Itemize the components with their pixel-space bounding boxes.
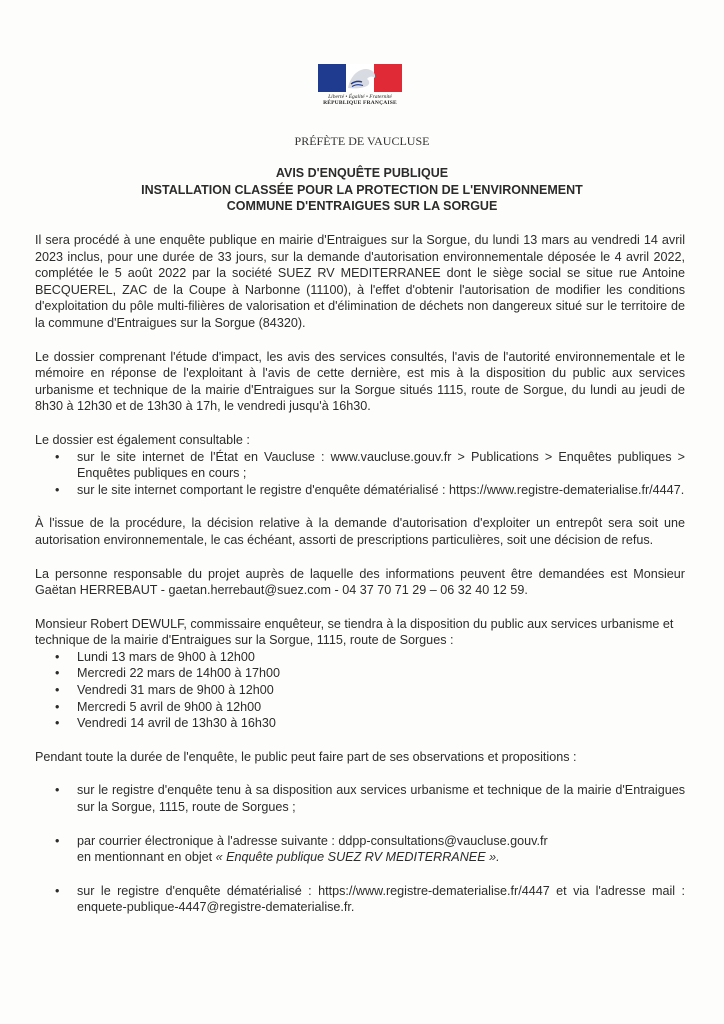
list-item: • Mercredi 22 mars de 14h00 à 17h00 [35, 665, 685, 682]
intro-paragraph: Il sera procédé à une enquête publique en mairie d'Entraigues sur la Sorgue, du lundi 13 mars au vendredi 14 avril 2023 inclus, pour une durée de 33 jours, sur la demande d'autorisation environnementale déposée le 4 avril 2022, complétée le 5 août 2022 par la société SUEZ RV MEDITERRANEE dont le siège social se situe rue Antoine BECQUEREL, ZAC de la Coupe à Narbonne (11100), à l'effet d'obtenir l'autorisation de modifier les conditions d'exploitation du pôle multi-filières de valorisation et d'élimination de déchets non dangereux situé sur le territoire de la commune d'Entraigues sur la Sorgue (84320). [35, 233, 685, 330]
email-line: par courrier électronique à l'adresse suivante : ddpp-consultations@vaucluse.gouv.fr [77, 833, 548, 848]
title-line-2: INSTALLATION CLASSÉE POUR LA PROTECTION DE L'ENVIRONNEMENT [141, 182, 583, 197]
list-item: • sur le site internet comportant le registre d'enquête dématérialisé : https://www.registre-dematerialise.fr/4447. [35, 482, 685, 499]
responsible-paragraph: La personne responsable du projet auprès de laquelle des informations peuvent être demandées est Monsieur Gaëtan HERREBAUT - gaetan.herrebaut@suez.com - 04 37 70 71 29 – 06 32 40 12 59. [35, 566, 685, 598]
decision-paragraph: À l'issue de la procédure, la décision relative à la demande d'autorisation d'exploiter un entrepôt sera soit une autorisation environnementale, le cas échéant, assorti de prescriptions particulières, soit une décision de refus. [35, 516, 685, 547]
observations-intro: Pendant toute la durée de l'enquête, le public peut faire part de ses observations et propositions : [35, 749, 577, 764]
list-item: • Vendredi 14 avril de 13h30 à 16h30 [35, 715, 685, 732]
list-item-registry: • sur le registre d'enquête tenu à sa disposition aux services urbanisme et technique de la mairie d'Entraigues sur la Sorgue, 1115, route de Sorgues ; [35, 782, 685, 815]
marianne-logo-icon [318, 64, 402, 92]
consultation-list [35, 449, 685, 499]
notice-body [35, 232, 685, 916]
list-item: • sur le site internet de l'État en Vaucluse : www.vaucluse.gouv.fr > Publications > Enquêtes publiques > Enquêtes publiques en cours ; [35, 449, 685, 482]
email-subject: « Enquête publique SUEZ RV MEDITERRANEE ». [215, 850, 500, 865]
consultation-intro: Le dossier est également consultable : [35, 432, 250, 447]
list-item-email [35, 833, 685, 866]
email-subject-prefix: en mentionnant en objet [77, 850, 213, 865]
commissioner-paragraph: Monsieur Robert DEWULF, commissaire enquêteur, se tiendra à la disposition du public aux services urbanisme et technique de la mairie d'Entraigues sur la Sorgue, 1115, route de Sorgues : [35, 616, 674, 648]
issuing-authority: PRÉFÈTE DE VAUCLUSE [294, 134, 430, 148]
title-line-3: COMMUNE D'ENTRAIGUES SUR LA SORGUE [226, 199, 498, 213]
logo-motto: Liberté • Égalité • Fraternité [328, 94, 392, 100]
list-item: • Vendredi 31 mars de 9h00 à 12h00 [35, 682, 685, 699]
republique-francaise-logo [318, 64, 402, 106]
list-item: • Lundi 13 mars de 9h00 à 12h00 [35, 649, 685, 666]
permanences-list [35, 649, 685, 732]
observations-list [35, 782, 685, 916]
list-item-online-registry: • sur le registre d'enquête dématérialisé : https://www.registre-dematerialise.fr/4447 et via l'adresse mail : enquete-publique-4447@registre-dematerialise.fr. [35, 883, 685, 916]
list-item: • Mercredi 5 avril de 9h00 à 12h00 [35, 699, 685, 716]
title-line-1: AVIS D'ENQUÊTE PUBLIQUE [275, 166, 449, 180]
dossier-paragraph: Le dossier comprenant l'étude d'impact, les avis des services consultés, l'avis de l'autorité environnementale et le mémoire en réponse de l'exploitant à l'avis de cette dernière, est mis à la disposition du public aux services urbanisme et technique de la mairie d'Entraigues sur la Sorgue situés 1115, route de Sorgue, du lundi au jeudi de 8h30 à 12h30 et de 13h30 à 17h, le vendredi jusqu'à 16h30. [35, 349, 685, 414]
notice-title [0, 165, 724, 215]
logo-republique-francaise: RÉPUBLIQUE FRANÇAISE [323, 100, 397, 106]
